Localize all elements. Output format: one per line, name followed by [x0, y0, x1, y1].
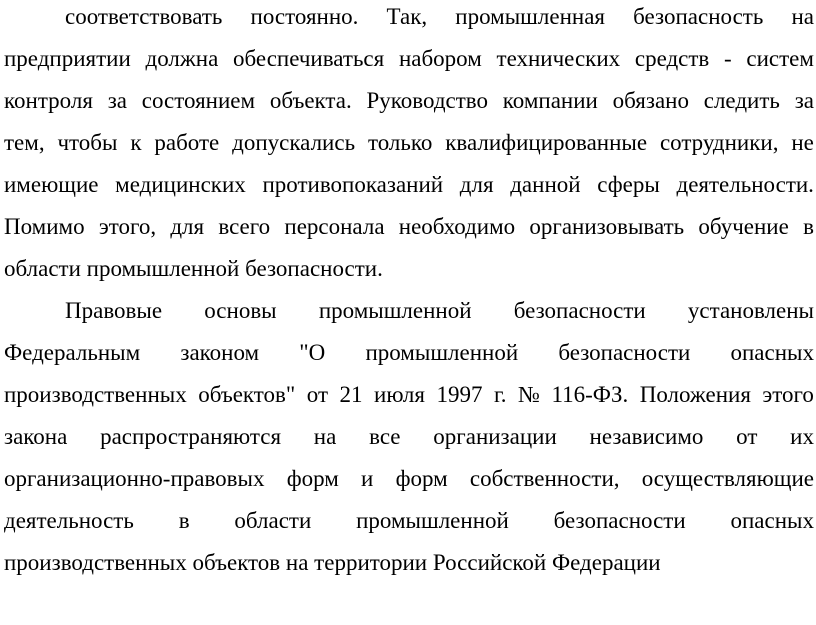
paragraph-line — [4, 508, 814, 534]
word: этого, — [98, 214, 157, 239]
word: за — [107, 88, 127, 113]
word: области — [234, 508, 312, 533]
word: для — [170, 214, 205, 239]
word: Положения — [639, 382, 751, 407]
word: на — [313, 424, 337, 449]
paragraph-line — [65, 4, 814, 30]
word: допускались — [232, 130, 356, 155]
word: производственных — [4, 382, 187, 407]
word: необходимо — [398, 214, 516, 239]
word: Так, — [386, 4, 428, 29]
word: "О — [299, 340, 326, 365]
word: на — [791, 4, 814, 29]
word: средств — [634, 46, 710, 71]
word: этого — [762, 382, 814, 407]
word: от — [736, 424, 758, 449]
word: предприятии — [4, 46, 131, 71]
word: компании — [502, 88, 598, 113]
word: 1997 — [436, 382, 483, 407]
word: опасных — [730, 340, 814, 365]
word: должна — [145, 46, 219, 71]
word: безопасности — [513, 298, 646, 323]
word: безопасности — [553, 508, 686, 533]
word: от — [306, 382, 329, 407]
word: 116-ФЗ. — [551, 382, 629, 407]
paragraph-line — [4, 46, 814, 72]
word: к — [130, 130, 142, 155]
word: контроля — [4, 88, 93, 113]
word: законом — [180, 340, 260, 365]
word: всего — [218, 214, 271, 239]
word: данной — [510, 172, 581, 197]
word: персонала — [284, 214, 385, 239]
word: сферы — [597, 172, 660, 197]
word: Руководство — [366, 88, 489, 113]
word: независимо — [589, 424, 704, 449]
word: в — [803, 214, 814, 239]
paragraph-line — [4, 214, 814, 240]
word: тем, — [4, 130, 45, 155]
word: форм — [395, 466, 448, 491]
word: форм — [286, 466, 339, 491]
paragraph-line — [4, 88, 814, 114]
paragraph-line — [4, 466, 814, 492]
word: для — [459, 172, 494, 197]
word: в — [178, 508, 190, 533]
word: за — [794, 88, 814, 113]
word: квалифицированные — [445, 130, 648, 155]
word: промышленной — [318, 298, 472, 323]
word: чтобы — [57, 130, 118, 155]
word: сотрудники, — [659, 130, 779, 155]
word: систем — [746, 46, 814, 71]
word: закона — [4, 424, 68, 449]
word: и — [361, 466, 374, 491]
word: Помимо — [4, 214, 85, 239]
word: безопасность — [633, 4, 764, 29]
word: осуществляющие — [641, 466, 814, 491]
word: опасных — [730, 508, 814, 533]
word: Правовые — [65, 298, 163, 323]
word: - — [724, 46, 732, 71]
word: деятельность — [4, 508, 134, 533]
word: деятельности. — [676, 172, 814, 197]
word: июля — [374, 382, 425, 407]
word: промышленная — [455, 4, 605, 29]
word: промышленной — [365, 340, 519, 365]
word: основы — [204, 298, 277, 323]
word: набором — [398, 46, 482, 71]
word: обязано — [612, 88, 689, 113]
word: обеспечиваться — [233, 46, 385, 71]
word: все — [369, 424, 401, 449]
word: собственности, — [469, 466, 620, 491]
paragraph-line — [4, 382, 814, 408]
paragraph-line — [4, 172, 814, 198]
paragraph-line — [4, 130, 814, 156]
word: объекта. — [269, 88, 352, 113]
word: следить — [703, 88, 780, 113]
paragraph-line — [65, 298, 814, 324]
word: соответствовать — [65, 4, 223, 29]
word: только — [367, 130, 433, 155]
word: медицинских — [115, 172, 246, 197]
word: организовывать — [529, 214, 685, 239]
word: имеющие — [4, 172, 99, 197]
word: технических — [496, 46, 621, 71]
word: не — [791, 130, 814, 155]
word: 21 — [339, 382, 363, 407]
paragraph-last-line: производственных объектов на территории Российской Федерации — [4, 550, 661, 575]
word: установлены — [687, 298, 814, 323]
word: распространяются — [100, 424, 282, 449]
word: работе — [154, 130, 220, 155]
word: состоянием — [141, 88, 256, 113]
word: Федеральным — [4, 340, 141, 365]
word: организации — [433, 424, 557, 449]
word: объектов" — [198, 382, 296, 407]
word: обучение — [698, 214, 789, 239]
word: постоянно. — [250, 4, 359, 29]
word: г. — [493, 382, 507, 407]
paragraph-line — [4, 424, 814, 450]
word: безопасности — [558, 340, 691, 365]
word: промышленной — [356, 508, 509, 533]
word: организационно-правовых — [4, 466, 265, 491]
paragraph-last-line: области промышленной безопасности. — [4, 256, 383, 281]
paragraph-line — [4, 340, 814, 366]
word: № — [518, 382, 540, 407]
word: их — [790, 424, 814, 449]
word: противопоказаний — [262, 172, 444, 197]
